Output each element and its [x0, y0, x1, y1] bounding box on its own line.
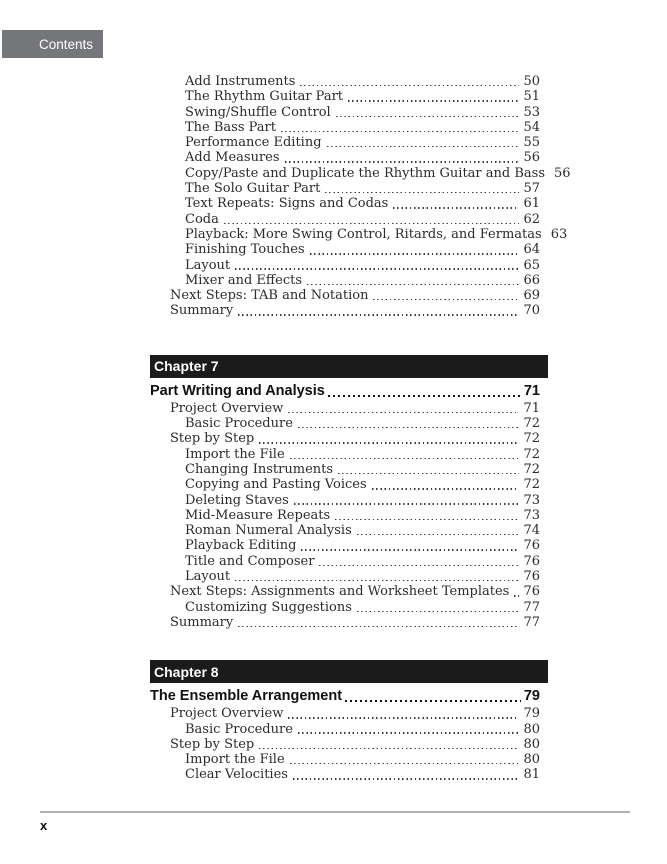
toc-entry-page: 76 [523, 584, 540, 600]
toc-entry-page: 80 [523, 721, 540, 737]
chapter-7-entries [150, 401, 540, 630]
dot-leader [348, 100, 519, 101]
toc-entry-label: Clear Velocities [185, 767, 288, 783]
table-of-contents [150, 74, 571, 783]
toc-entry-page: 81 [523, 767, 540, 783]
dot-leader [238, 314, 519, 315]
contents-tab-label: Contents [38, 36, 93, 52]
toc-entry-page: 77 [523, 599, 540, 615]
dot-leader [290, 763, 520, 764]
dot-leader [294, 503, 520, 504]
footer-page-number: x [40, 818, 48, 833]
toc-entry-label: Copy/Paste and Duplicate the Rhythm Guitar and Bass [185, 165, 545, 181]
dot-leader [325, 192, 519, 193]
toc-entry-label: Roman Numeral Analysis [185, 523, 352, 539]
toc-continuation-list [150, 74, 571, 319]
toc-entry-page: 73 [523, 507, 540, 523]
toc-entry [150, 431, 540, 446]
toc-entry-label: Performance Editing [185, 135, 322, 151]
dot-leader [336, 116, 520, 117]
chapter-title-page: 71 [523, 382, 540, 399]
toc-entry-page: 56 [523, 150, 540, 166]
toc-entry-page: 76 [523, 569, 540, 585]
toc-entry-label: Add Instruments [185, 74, 296, 89]
toc-entry-page: 51 [523, 89, 540, 105]
toc-entry [150, 212, 540, 227]
toc-entry-page: 72 [523, 446, 540, 462]
dot-leader [259, 748, 519, 749]
toc-entry [150, 477, 540, 492]
chapter-8-entries [150, 706, 540, 782]
toc-entry [150, 74, 540, 89]
toc-entry [150, 196, 540, 211]
toc-entry-page: 57 [523, 181, 540, 197]
dot-leader [298, 732, 520, 733]
dot-leader [293, 778, 520, 779]
toc-entry-label: Import the File [185, 446, 285, 462]
toc-entry [150, 569, 540, 584]
toc-entry-label: Step by Step [170, 431, 255, 447]
dot-leader [357, 534, 520, 535]
dot-leader [288, 412, 519, 413]
toc-entry-page: 72 [523, 461, 540, 477]
toc-entry-page: 72 [523, 416, 540, 432]
toc-entry-label: Copying and Pasting Voices [185, 477, 367, 493]
toc-entry-page: 65 [523, 257, 540, 273]
toc-entry-page: 63 [550, 226, 568, 242]
chapter-title: The Ensemble Arrangement [150, 688, 343, 705]
toc-entry-page: 72 [523, 431, 540, 447]
toc-entry-page: 55 [523, 135, 540, 151]
dot-leader [290, 458, 520, 459]
dot-leader [327, 146, 520, 147]
toc-entry-label: Add Measures [185, 150, 280, 166]
toc-entry-label: Basic Procedure [185, 416, 293, 432]
toc-entry-label: Text Repeats: Signs and Codas [185, 196, 389, 212]
toc-entry-page: 56 [554, 165, 571, 181]
toc-entry [150, 242, 540, 257]
toc-entry-label: Title and Composer [185, 553, 315, 569]
dot-leader [393, 207, 519, 208]
toc-entry [150, 105, 540, 120]
dot-leader [373, 299, 519, 300]
toc-entry [150, 401, 540, 416]
toc-entry-page: 80 [523, 736, 540, 752]
toc-entry [150, 181, 540, 196]
toc-entry-label: Project Overview [170, 706, 284, 722]
dot-leader [372, 488, 520, 489]
toc-entry-label: Swing/Shuffle Control [185, 104, 331, 120]
toc-entry-label: Layout [185, 257, 231, 273]
toc-entry-page: 73 [523, 492, 540, 508]
dot-leader [238, 626, 519, 627]
footer-rule [40, 811, 630, 813]
dot-leader [319, 565, 519, 566]
dot-leader [259, 442, 519, 443]
toc-entry-label: The Bass Part [185, 119, 276, 135]
toc-entry-page: 71 [523, 400, 540, 416]
chapter-title: Part Writing and Analysis [150, 382, 325, 399]
dot-leader [300, 85, 519, 86]
chapter-8-section [150, 660, 540, 782]
dot-leader [285, 161, 520, 162]
toc-entry-label: Step by Step [170, 736, 255, 752]
chapter-title-page: 79 [523, 688, 540, 705]
toc-entry-label: Summary [170, 303, 234, 319]
toc-entry-page: 80 [523, 752, 540, 768]
toc-entry-label: Next Steps: TAB and Notation [170, 288, 369, 304]
toc-entry [150, 89, 540, 104]
toc-entry [150, 288, 540, 303]
chapter-title-row [150, 382, 540, 401]
dot-leader [235, 268, 519, 269]
toc-entry-label: Playback Editing [185, 538, 297, 554]
toc-entry-label: Playback: More Swing Control, Ritards, and Fermatas [185, 226, 542, 242]
dot-leader [235, 580, 519, 581]
chapter-bar-label: Chapter 7 [154, 358, 219, 375]
toc-entry-page: 64 [523, 242, 540, 258]
toc-entry [150, 615, 540, 630]
toc-entry [150, 523, 540, 538]
chapter-bar-label: Chapter 8 [154, 663, 219, 680]
toc-entry [150, 737, 540, 752]
toc-entry-page: 77 [523, 614, 540, 630]
toc-entry [150, 722, 540, 737]
toc-entry-page: 53 [523, 104, 540, 120]
dot-leader [288, 717, 519, 718]
chapter-7-section [150, 355, 540, 630]
toc-entry [150, 303, 540, 318]
toc-entry-label: Import the File [185, 752, 285, 768]
toc-entry-label: Mixer and Effects [185, 272, 303, 288]
toc-entry-page: 62 [523, 211, 540, 227]
toc-entry-page: 74 [523, 523, 540, 539]
toc-entry-label: Mid-Measure Repeats [185, 507, 331, 523]
contents-tab [2, 30, 103, 58]
toc-entry-page: 61 [523, 196, 540, 212]
toc-entry [150, 554, 540, 569]
toc-entry-page: 79 [523, 706, 540, 722]
dot-leader [345, 700, 521, 702]
toc-entry [150, 752, 540, 767]
dot-leader [301, 549, 519, 550]
toc-entry-page: 70 [523, 303, 540, 319]
toc-entry-label: The Solo Guitar Part [185, 181, 321, 197]
toc-entry-page: 76 [523, 553, 540, 569]
toc-entry-page: 72 [523, 477, 540, 493]
toc-entry [150, 226, 568, 242]
toc-entry [150, 120, 540, 135]
toc-entry [150, 600, 540, 615]
toc-entry-page: 54 [523, 119, 540, 135]
toc-entry [150, 584, 540, 599]
toc-entry [150, 508, 540, 523]
dot-leader [335, 519, 519, 520]
toc-entry [150, 165, 571, 181]
dot-leader [338, 473, 519, 474]
chapter-bar [150, 355, 548, 378]
chapter-title-row [150, 687, 540, 706]
dot-leader [307, 284, 519, 285]
toc-entry-page: 50 [523, 74, 540, 89]
toc-entry [150, 767, 540, 782]
toc-entry [150, 447, 540, 462]
toc-entry-page: 69 [523, 288, 540, 304]
toc-entry-page: 76 [523, 538, 540, 554]
toc-entry-page: 66 [523, 272, 540, 288]
toc-entry [150, 493, 540, 508]
toc-entry [150, 273, 540, 288]
toc-entry-label: Next Steps: Assignments and Worksheet Templates [170, 584, 510, 600]
toc-entry [150, 416, 540, 431]
toc-entry [150, 462, 540, 477]
toc-entry [150, 135, 540, 150]
toc-entry-label: The Rhythm Guitar Part [185, 89, 344, 105]
dot-leader [514, 595, 519, 596]
toc-entry-label: Coda [185, 211, 219, 227]
toc-entry-label: Layout [185, 569, 231, 585]
dot-leader [310, 253, 520, 254]
dot-leader [357, 611, 520, 612]
chapter-bar [150, 660, 548, 683]
toc-entry-label: Summary [170, 614, 234, 630]
toc-entry-label: Deleting Staves [185, 492, 289, 508]
toc-entry-label: Customizing Suggestions [185, 599, 352, 615]
toc-entry-label: Project Overview [170, 400, 284, 416]
toc-entry [150, 258, 540, 273]
toc-entry-label: Finishing Touches [185, 242, 305, 258]
dot-leader [281, 131, 519, 132]
dot-leader [328, 395, 521, 397]
dot-leader [298, 427, 520, 428]
toc-entry [150, 706, 540, 721]
toc-entry [150, 150, 540, 165]
dot-leader [224, 223, 520, 224]
toc-entry-label: Basic Procedure [185, 721, 293, 737]
toc-entry [150, 538, 540, 553]
toc-entry-label: Changing Instruments [185, 461, 334, 477]
